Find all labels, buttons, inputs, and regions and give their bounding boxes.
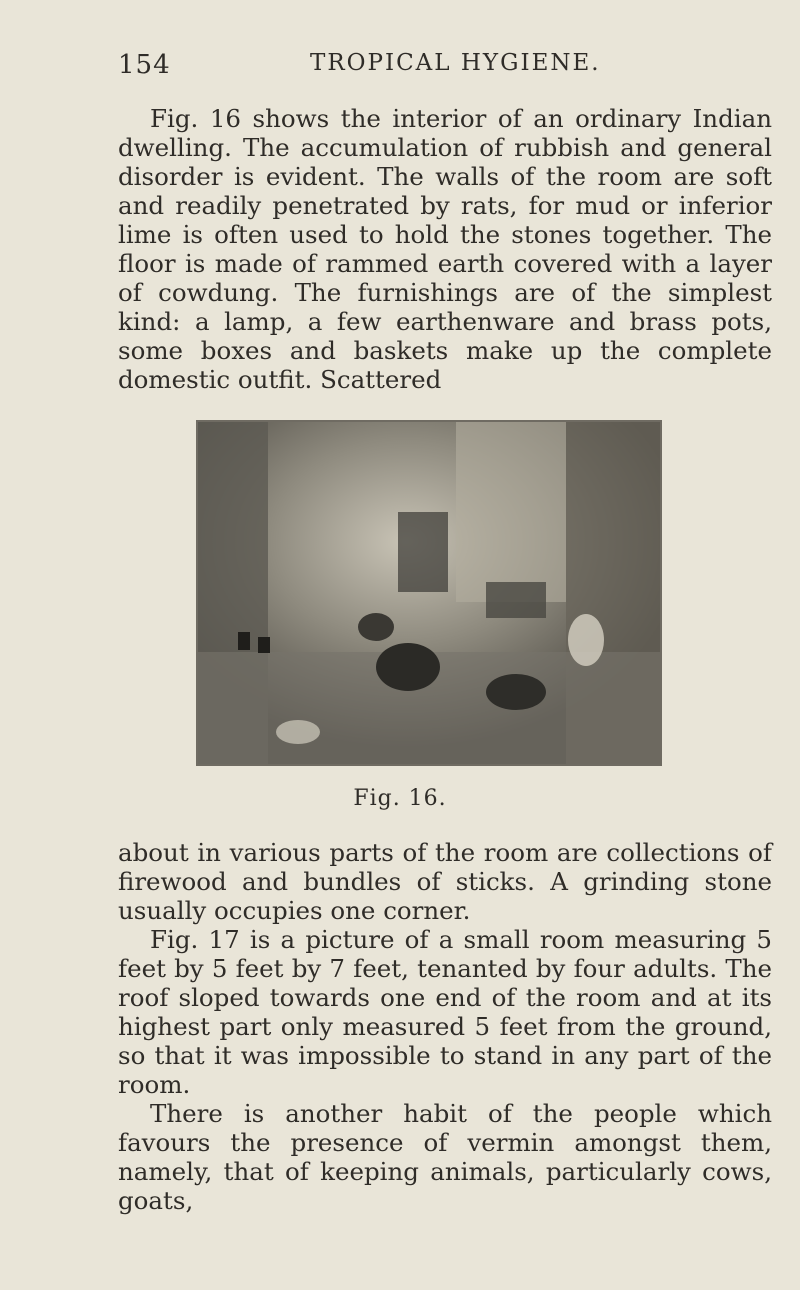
paragraph: There is another habit of the people which favours the presence of vermin amongst them, namely, that of keeping animals, particularly cows, goats, (118, 1099, 772, 1215)
room-interior-photo (198, 422, 660, 764)
page-number: 154 (118, 50, 171, 80)
paragraph: about in various parts of the room are collections of firewood and bundles of sticks. A grinding stone usually occupies one corner. (118, 838, 772, 925)
body-text-top (118, 104, 772, 394)
paragraph: Fig. 16 shows the interior of an ordinary Indian dwelling. The accumulation of rubbish and general disorder is evident. The walls of the room are soft and readily penetrated by rats, for mud or inferior lime is often used to hold the stones together. The floor is made of rammed earth covered with a layer of cowdung. The furnishings are of the simplest kind: a lamp, a few earthenware and brass pots, some boxes and baskets make up the complete domestic outfit. Scattered (118, 104, 772, 394)
paragraph: Fig. 17 is a picture of a small room measuring 5 feet by 5 feet by 7 feet, tenanted by four adults. The roof sloped towards one end of the room and at its highest part only measured 5 feet from the ground, so that it was impossible to stand in any part of the room. (118, 925, 772, 1099)
figure-photograph (196, 420, 662, 766)
running-title: TROPICAL HYGIENE. (310, 50, 601, 76)
body-text-bottom (118, 838, 772, 1215)
figure-caption: Fig. 16. (353, 786, 447, 811)
running-head (118, 50, 720, 82)
